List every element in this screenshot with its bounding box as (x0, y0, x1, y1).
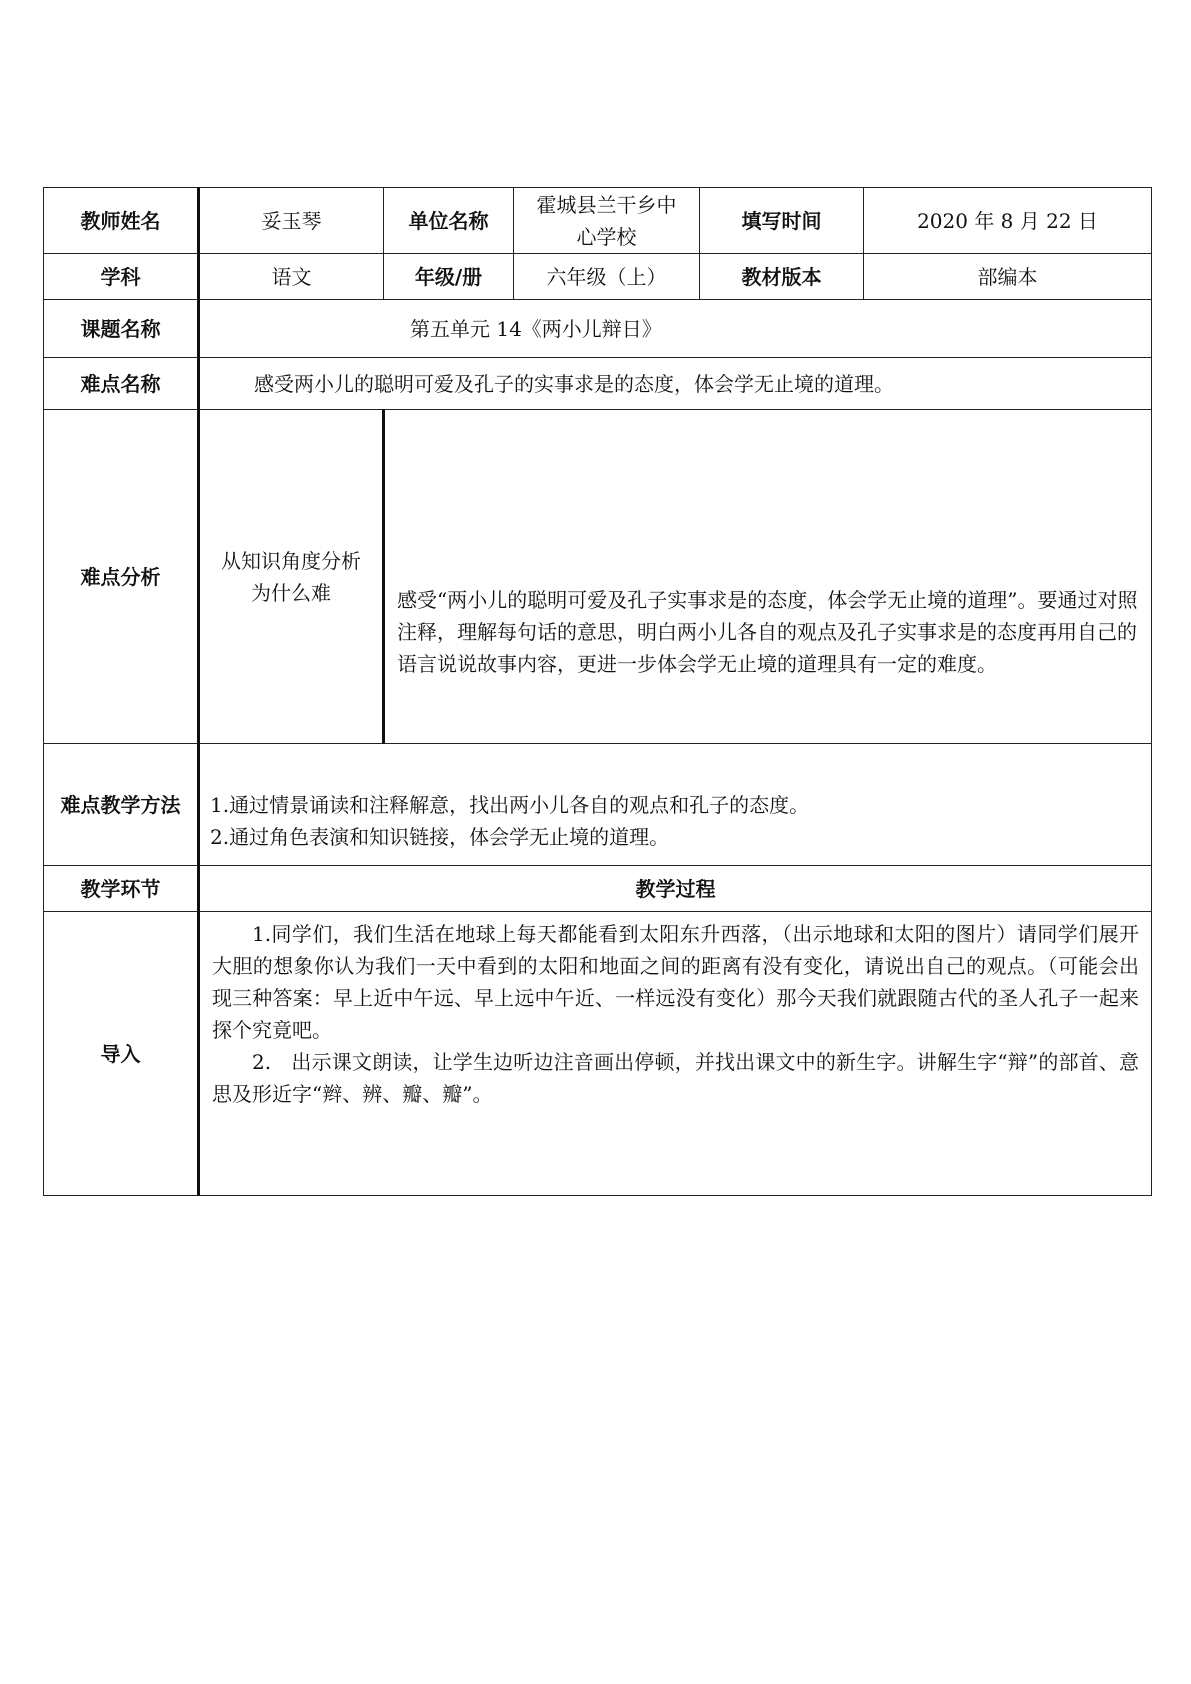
analysis-label: 难点分析 (44, 410, 199, 744)
lesson-plan-table (43, 187, 1152, 1196)
topic-label: 课题名称 (44, 300, 199, 358)
difficulty-label: 难点名称 (44, 358, 199, 410)
analysis-sub-label-line1: 从知识角度分析 (221, 548, 361, 573)
unit-label: 单位名称 (384, 188, 514, 254)
intro-paragraph: 2. 出示课文朗读，让学生边听边注音画出停顿，并找出课文中的新生字。讲解生字“辩”的部首、意思及形近字“辫、辨、瓣、瓣”。 (212, 1050, 1139, 1106)
step-label: 教学环节 (44, 866, 199, 912)
intro-row (44, 912, 1152, 1196)
topic-row (44, 300, 1152, 358)
analysis-row (44, 410, 1152, 744)
edition-label: 教材版本 (700, 254, 864, 300)
method-item: 1.通过情景诵读和注释解意，找出两小儿各自的观点和孔子的态度。 (210, 792, 810, 817)
intro-content (199, 912, 1152, 1196)
subject-value: 语文 (199, 254, 384, 300)
grade-value: 六年级（上） (514, 254, 700, 300)
method-label: 难点教学方法 (44, 744, 199, 866)
method-item: 2.通过角色表演和知识链接，体会学无止境的道理。 (210, 824, 670, 849)
analysis-sub-label-line2: 为什么难 (251, 580, 331, 605)
header-row (44, 188, 1152, 254)
unit-value-line2: 心学校 (576, 224, 637, 249)
subject-row (44, 254, 1152, 300)
process-label: 教学过程 (199, 866, 1152, 912)
difficulty-row (44, 358, 1152, 410)
difficulty-value: 感受两小儿的聪明可爱及孔子的实事求是的态度，体会学无止境的道理。 (199, 358, 1152, 410)
intro-paragraph: 1.同学们，我们生活在地球上每天都能看到太阳东升西落，（出示地球和太阳的图片）请同学们展开大胆的想象你认为我们一天中看到的太阳和地面之间的距离有没有变化，请说出自己的观点。（可能会出现三种答案：早上近中午远、早上远中午近、一样远没有变化）那今天我们就跟随古代的圣人孔子一起来探个究竟吧。 (212, 922, 1139, 1042)
unit-value-line1: 霍城县兰干乡中 (536, 192, 677, 217)
date-label: 填写时间 (700, 188, 864, 254)
teacher-value: 妥玉琴 (199, 188, 384, 254)
subject-label: 学科 (44, 254, 199, 300)
process-header-row (44, 866, 1152, 912)
teacher-label: 教师姓名 (44, 188, 199, 254)
analysis-text-cell (384, 410, 1152, 744)
topic-value: 第五单元 14《两小儿辩日》 (199, 300, 1152, 358)
date-value: 2020 年 8 月 22 日 (864, 188, 1152, 254)
unit-value (514, 188, 700, 254)
analysis-text: 感受“两小儿的聪明可爱及孔子实事求是的态度，体会学无止境的道理”。要通过对照注释，理解每句话的意思，明白两小儿各自的观点及孔子实事求是的态度再用自己的语言说说故事内容，更进一步体会学无止境的道理具有一定的难度。 (397, 587, 1138, 676)
grade-label: 年级/册 (384, 254, 514, 300)
method-row (44, 744, 1152, 866)
method-list (199, 744, 1152, 866)
intro-label: 导入 (44, 912, 199, 1196)
analysis-sub-label (199, 410, 384, 744)
edition-value: 部编本 (864, 254, 1152, 300)
